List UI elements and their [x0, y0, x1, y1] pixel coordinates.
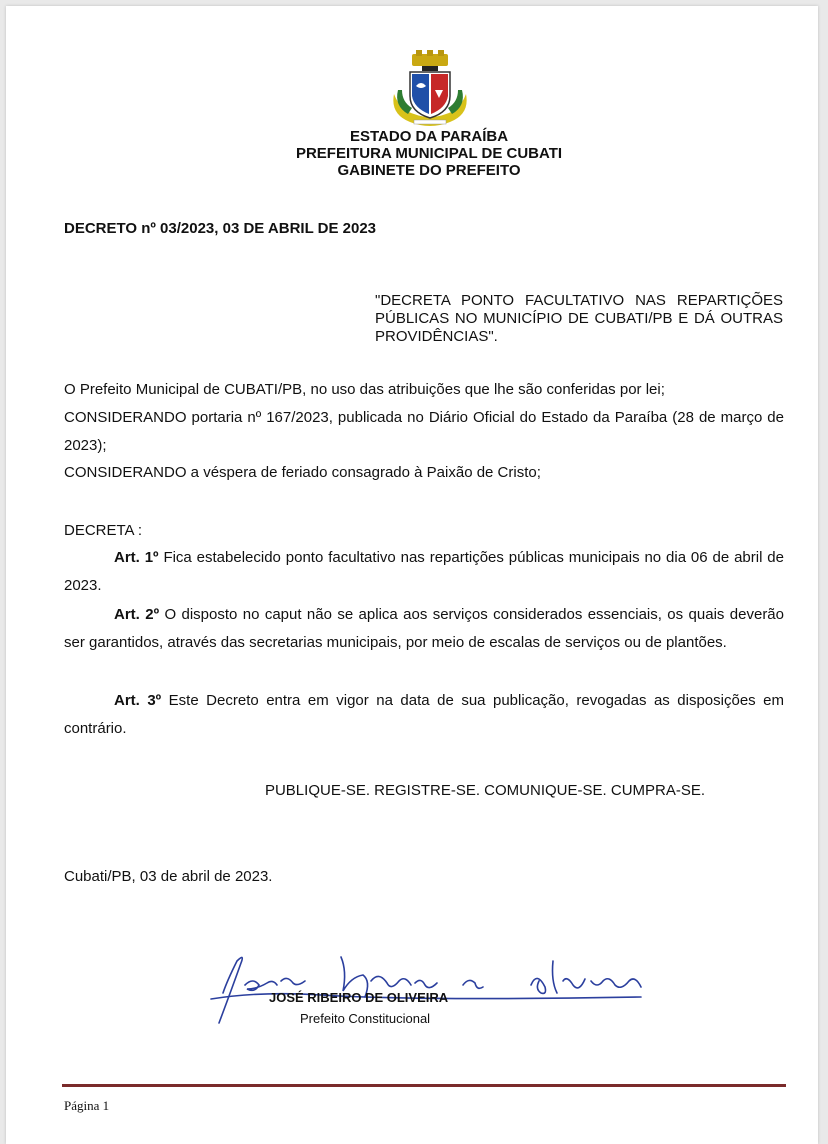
decreta-label: DECRETA : — [64, 522, 143, 539]
article-3-label: Art. 3º — [114, 692, 162, 709]
article-1-text: Fica estabelecido ponto facultativo nas repartições públicas municipais no dia 06 de abril de 2023. — [64, 549, 784, 594]
signatory-name: JOSÉ RIBEIRO DE OLIVEIRA — [269, 990, 449, 1005]
page-number: Página 1 — [64, 1098, 110, 1113]
decree-ementa: "DECRETA PONTO FACULTATIVO NAS REPARTIÇÕES PÚBLICAS NO MUNICÍPIO DE CUBATI/PB E DÁ OUTRAS PROVIDÊNCIAS". — [375, 292, 783, 345]
header-office: GABINETE DO PREFEITO — [337, 162, 521, 179]
article-1-label: Art. 1º — [114, 549, 159, 566]
publication-formula: PUBLIQUE-SE. REGISTRE-SE. COMUNIQUE-SE. CUMPRA-SE. — [264, 782, 706, 799]
preamble: O Prefeito Municipal de CUBATI/PB, no uso das atribuições que lhe são conferidas por lei; — [64, 381, 665, 398]
article-2-text: O disposto no caput não se aplica aos serviços considerados essenciais, os quais deverão ser garantidos, através das secretarias municipais, por meio de escalas de serviços ou de plantões. — [64, 606, 784, 651]
article-3 — [64, 687, 784, 743]
article-3-text: Este Decreto entra em vigor na data de sua publicação, revogadas as disposições em contrário. — [64, 692, 784, 737]
article-2 — [64, 601, 784, 657]
document-page — [6, 6, 818, 1144]
footer-divider — [62, 1084, 786, 1087]
decree-title: DECRETO nº 03/2023, 03 DE ABRIL DE 2023 — [64, 220, 376, 237]
coat-of-arms-icon — [388, 50, 472, 130]
header-state: ESTADO DA PARAÍBA — [349, 128, 509, 145]
considerando-feriado: CONSIDERANDO a véspera de feriado consagrado à Paixão de Cristo; — [64, 464, 541, 481]
article-2-label: Art. 2º — [114, 606, 160, 623]
place-and-date: Cubati/PB, 03 de abril de 2023. — [64, 868, 273, 885]
considerando-portaria: CONSIDERANDO portaria nº 167/2023, publicada no Diário Oficial do Estado da Paraíba (28 de março de 2023); — [64, 409, 784, 454]
signatory-role: Prefeito Constitucional — [300, 1011, 431, 1026]
article-1 — [64, 544, 784, 600]
letterhead — [6, 128, 828, 179]
header-municipality: PREFEITURA MUNICIPAL DE CUBATI — [295, 145, 563, 162]
